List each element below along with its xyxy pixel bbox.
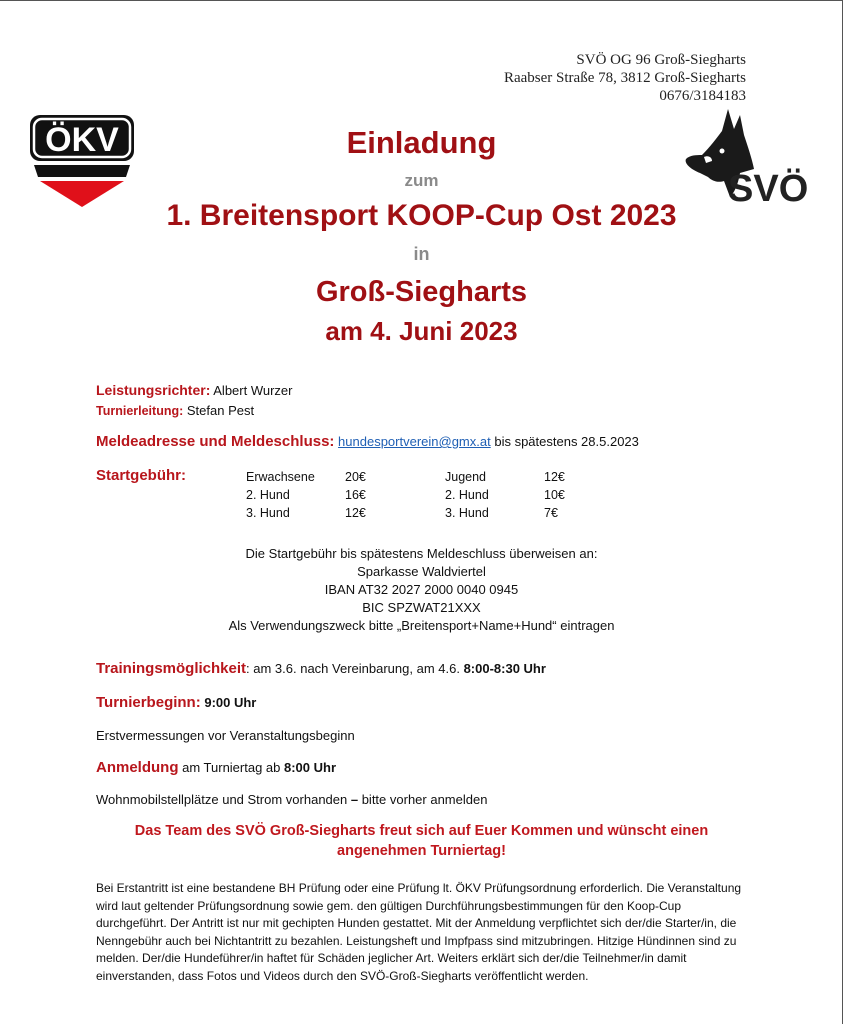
bank-details [0,545,843,635]
registration-label: Meldeadresse und Meldeschluss: [96,433,335,450]
address-line: SVÖ OG 96 Groß-Siegharts [576,52,746,68]
checkin-time: 8:00 Uhr [284,760,337,775]
fee-price: 12€ [345,506,366,520]
bank-line: BIC SPZWAT21XXX [362,600,481,615]
address-line: Raabser Straße 78, 3812 Groß-Siegharts [503,70,746,86]
fee-name: 2. Hund [445,488,489,502]
measure-line: Erstvermessungen vor Veranstaltungsbeginn [96,728,355,743]
svoe-logo-text: SVÖ [728,168,809,207]
fee-price: 12€ [544,470,565,484]
lead-label: Turnierleitung: [96,404,184,418]
fee-label: Startgebühr: [96,467,186,484]
training-text: : am 3.6. nach Vereinbarung, am 4.6. [246,661,464,676]
closing-line: angenehmen Turniertag! [337,843,506,859]
start-label: Turnierbeginn: [96,694,201,711]
fee-youth-names [445,468,525,522]
bank-line: Sparkasse Waldviertel [357,564,486,579]
terms-paragraph: Bei Erstantritt ist eine bestandene BH Prüfung oder eine Prüfung lt. ÖKV Prüfungsordnung erforderlich. Die Veranstaltung wird laut geltender Prüfungsordnung sowie gem. den gültigen Durchführungsbestimmungen für den Koop-Cup durchgeführt. Der Antritt ist nur mit gechipten Hunden gestattet. Mit der Anmeldung verpflichtet sich der/die Starter/in, die Nenngebühr auch bei Nichtantritt zu bezahlen. Leistungsheft und Impfpass sind mitzubringen. Hitzige Hündinnen sind zu melden. Der/die Hundeführer/in haftet für Schäden jeglicher Art. Weiters erklärt sich der/die Teilnehmer/in damit einverstanden, dass Fotos und Videos durch den SVÖ-Groß-Siegharts veröffentlicht werden. [96,881,742,983]
judge-value: Albert Wurzer [213,383,293,398]
title-zum: zum [404,171,439,190]
title-invitation: Einladung [346,125,497,160]
training-line [96,660,546,677]
start-line [96,694,256,711]
registration-deadline: bis spätestens 28.5.2023 [494,434,639,449]
closing-line: Das Team des SVÖ Groß-Siegharts freut sich auf Euer Kommen und wünscht einen [134,823,709,839]
title-event: 1. Breitensport KOOP-Cup Ost 2023 [166,199,677,232]
judge-line [96,382,293,399]
checkin-line [96,759,336,776]
sender-address [504,51,746,105]
title-in: in [413,244,430,264]
fee-name: 3. Hund [445,506,489,520]
start-time: 9:00 Uhr [204,695,257,710]
lead-line [96,402,254,420]
registration-email-link[interactable]: hundesportverein@gmx.at [338,434,491,449]
fee-price: 7€ [544,506,558,520]
training-label: Trainingsmöglichkeit [96,660,247,677]
fee-price: 20€ [345,470,366,484]
oekv-logo-text: ÖKV [45,121,119,159]
title-location: Groß-Siegharts [315,276,528,308]
lead-value: Stefan Pest [186,403,255,418]
bank-line: Die Startgebühr bis spätestens Meldeschluss überweisen an: [245,546,598,561]
fee-name: 2. Hund [246,488,290,502]
fee-adult-names [246,468,326,522]
fee-price: 16€ [345,488,366,502]
registration-line [96,433,639,450]
fee-name: 3. Hund [246,506,290,520]
judge-label: Leistungsrichter: [96,382,211,398]
fee-youth-prices [544,468,594,522]
address-line: 0676/3184183 [659,88,746,104]
camper-tail: bitte vorher anmelden [358,792,488,807]
bank-line: IBAN AT32 2027 2000 0040 0945 [324,582,519,597]
camper-dash: – [350,792,359,807]
training-time: 8:00-8:30 Uhr [463,661,546,676]
closing-message [0,821,843,861]
checkin-label: Anmeldung [96,759,179,776]
fee-name: Jugend [445,470,487,484]
camper-line [96,791,487,808]
checkin-text: am Turniertag ab [178,760,284,775]
fee-price: 10€ [544,488,565,502]
fee-adult-prices [345,468,395,522]
fee-name: Erwachsene [246,470,315,484]
camper-text: Wohnmobilstellplätze und Strom vorhanden [96,792,351,807]
bank-line: Als Verwendungszweck bitte „Breitensport+Name+Hund“ eintragen [228,618,615,633]
title-date: am 4. Juni 2023 [325,316,518,346]
